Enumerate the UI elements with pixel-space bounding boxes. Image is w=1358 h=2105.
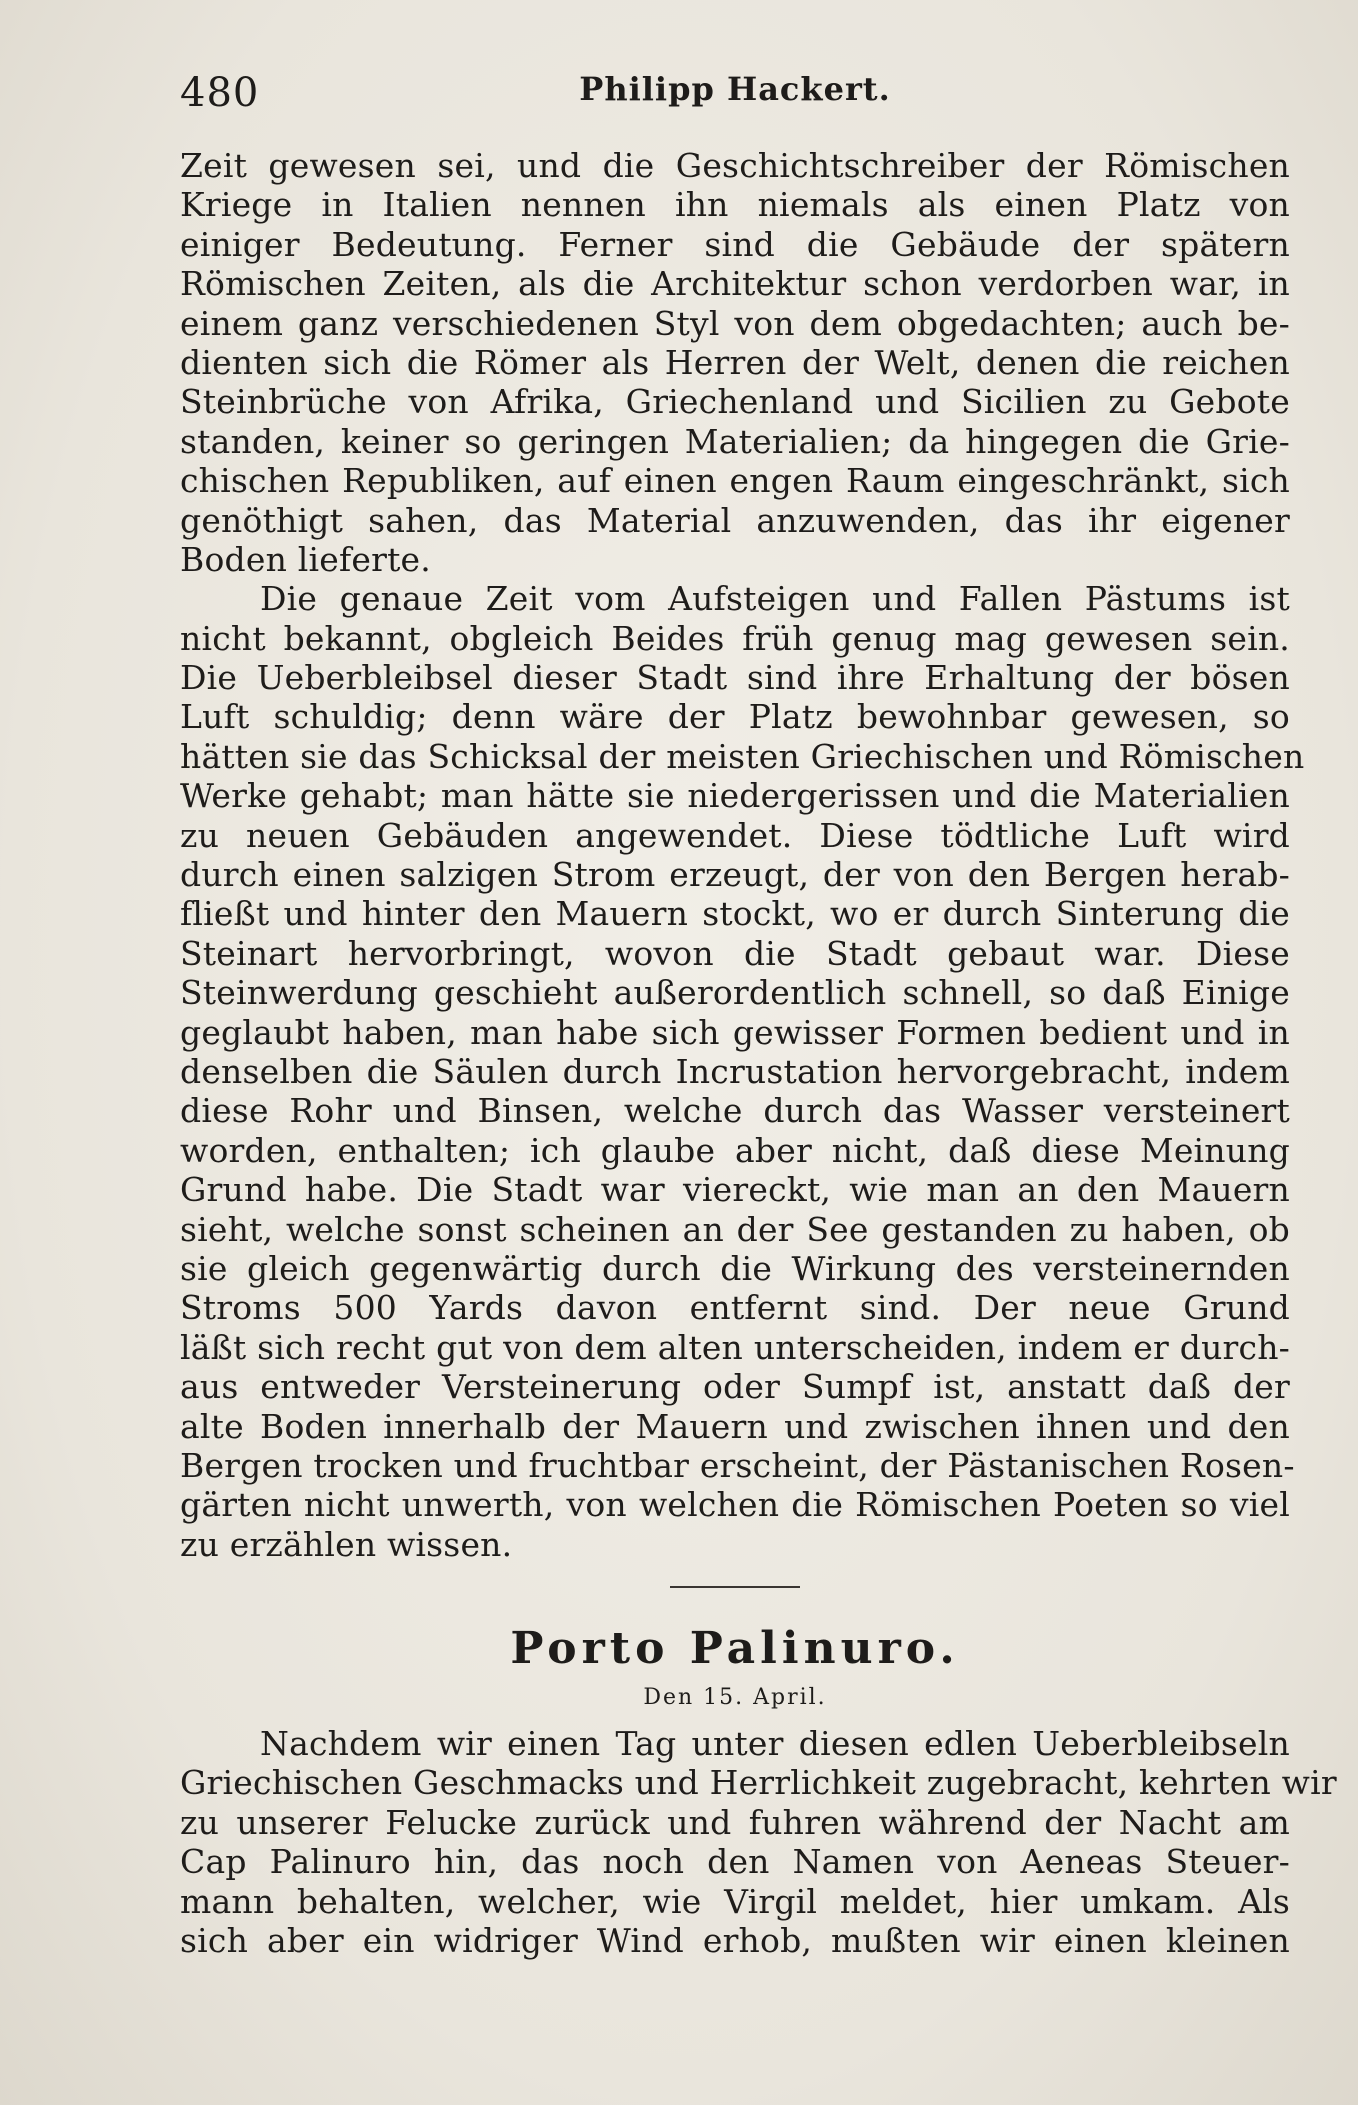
text-line: Stroms 500 Yards davon entfernt sind. Der neue Grund bbox=[180, 1288, 1290, 1328]
body-text bbox=[180, 146, 1337, 1961]
text-line: Die Ueberbleibsel dieser Stadt sind ihre Erhaltung der bösen bbox=[180, 658, 1290, 698]
text-line: dienten sich die Römer als Herren der Welt, denen die reichen bbox=[180, 342, 1290, 382]
text-line: einem ganz verschiedenen Styl von dem obgedachten; auch be- bbox=[180, 303, 1290, 343]
text-line: diese Rohr und Binsen, welche durch das Wasser versteinert bbox=[180, 1091, 1290, 1131]
page-number: 480 bbox=[180, 70, 260, 116]
running-head: Philipp Hackert. bbox=[579, 70, 891, 108]
paragraph-3 bbox=[180, 1724, 1337, 1961]
text-line: Werke gehabt; man hätte sie niedergerissen und die Materialien bbox=[180, 776, 1290, 816]
text-line: Kriege in Italien nennen ihn niemals als einen Platz von bbox=[180, 185, 1290, 225]
text-line: läßt sich recht gut von dem alten unterscheiden, indem er durch- bbox=[180, 1327, 1290, 1367]
text-line: aus entweder Versteinerung oder Sumpf ist, anstatt daß der bbox=[180, 1367, 1290, 1407]
text-line: zu neuen Gebäuden angewendet. Diese tödtliche Luft wird bbox=[180, 815, 1290, 855]
text-line: Boden lieferte. bbox=[180, 539, 431, 579]
text-line: genöthigt sahen, das Material anzuwenden, das ihr eigener bbox=[180, 500, 1290, 540]
text-line: einiger Bedeutung. Ferner sind die Gebäude der spätern bbox=[180, 224, 1290, 264]
text-line: chischen Republiken, auf einen engen Raum eingeschränkt, sich bbox=[180, 461, 1290, 501]
section-title: Porto Palinuro. bbox=[510, 1623, 960, 1675]
text-line: Die genaue Zeit vom Aufsteigen und Fallen Pästums ist bbox=[260, 579, 1290, 619]
text-line: sieht, welche sonst scheinen an der See gestanden zu haben, ob bbox=[180, 1209, 1290, 1249]
paragraph-2 bbox=[180, 579, 1305, 1564]
text-line: Bergen trocken und fruchtbar erscheint, der Pästanischen Rosen- bbox=[180, 1445, 1295, 1485]
paragraph-1 bbox=[180, 146, 1290, 579]
text-line: sich aber ein widriger Wind erhob, mußten wir einen kleinen bbox=[180, 1921, 1290, 1961]
text-line: Cap Palinuro hin, das noch den Namen von Aeneas Steuer- bbox=[180, 1842, 1290, 1882]
text-line: Nachdem wir einen Tag unter diesen edlen Ueberbleibseln bbox=[260, 1724, 1290, 1764]
text-line: zu erzählen wissen. bbox=[180, 1524, 513, 1564]
text-line: gärten nicht unwerth, von welchen die Römischen Poeten so viel bbox=[180, 1485, 1290, 1525]
text-line: Steinwerdung geschieht außerordentlich schnell, so daß Einige bbox=[180, 973, 1290, 1013]
section-divider bbox=[670, 1586, 800, 1588]
text-line: nicht bekannt, obgleich Beides früh genug mag gewesen sein. bbox=[180, 618, 1290, 658]
text-line: Römischen Zeiten, als die Architektur schon verdorben war, in bbox=[180, 264, 1290, 304]
text-line: Steinbrüche von Afrika, Griechenland und Sicilien zu Gebote bbox=[180, 382, 1290, 422]
text-line: fließt und hinter den Mauern stockt, wo er durch Sinterung die bbox=[180, 894, 1290, 934]
text-line: durch einen salzigen Strom erzeugt, der von den Bergen herab- bbox=[180, 855, 1290, 895]
page-header bbox=[180, 70, 1290, 120]
text-line: Griechischen Geschmacks und Herrlichkeit zugebracht, kehrten wir bbox=[180, 1763, 1337, 1803]
text-line: sie gleich gegenwärtig durch die Wirkung des versteinernden bbox=[180, 1248, 1290, 1288]
text-line: hätten sie das Schicksal der meisten Griechischen und Römischen bbox=[180, 736, 1305, 776]
section-date: Den 15. April. bbox=[643, 1685, 827, 1711]
text-line: Steinart hervorbringt, wovon die Stadt gebaut war. Diese bbox=[180, 933, 1290, 973]
text-line: geglaubt haben, man habe sich gewisser Formen bedient und in bbox=[180, 1012, 1290, 1052]
text-line: alte Boden innerhalb der Mauern und zwischen ihnen und den bbox=[180, 1406, 1290, 1446]
text-line: worden, enthalten; ich glaube aber nicht, daß diese Meinung bbox=[180, 1130, 1290, 1170]
text-line: zu unserer Felucke zurück und fuhren während der Nacht am bbox=[180, 1802, 1290, 1842]
text-line: standen, keiner so geringen Materialien; da hingegen die Grie- bbox=[180, 421, 1290, 461]
text-line: denselben die Säulen durch Incrustation hervorgebracht, indem bbox=[180, 1051, 1290, 1091]
text-line: Grund habe. Die Stadt war viereckt, wie man an den Mauern bbox=[180, 1170, 1290, 1210]
text-line: Zeit gewesen sei, und die Geschichtschreiber der Römischen bbox=[180, 146, 1290, 185]
text-line: mann behalten, welcher, wie Virgil meldet, hier umkam. Als bbox=[180, 1881, 1290, 1921]
text-line: Luft schuldig; denn wäre der Platz bewohnbar gewesen, so bbox=[180, 697, 1290, 737]
